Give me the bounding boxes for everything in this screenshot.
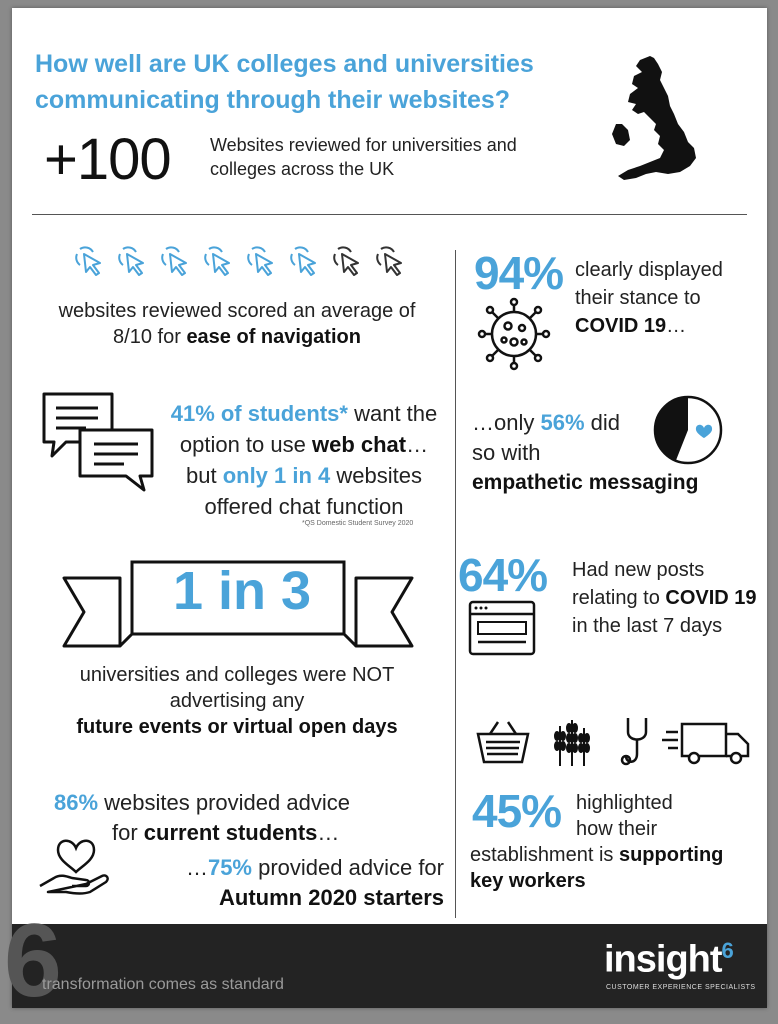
posts-text: Had new posts relating to COVID 19 in the last 7 days <box>572 559 757 637</box>
infographic-page <box>4 8 767 1019</box>
advice-current: 86% websites provided advice for current students… <box>54 790 350 845</box>
hand-heart-icon <box>36 834 116 896</box>
cursor-icon-highlighted <box>74 246 106 278</box>
key-workers-stat: 45% <box>472 785 562 837</box>
cursor-icon-highlighted <box>289 246 321 278</box>
vertical-divider <box>455 250 456 918</box>
webchat-text: 41% of students* want the option to use web chat… but only 1 in 4 websites offered chat function <box>170 401 438 519</box>
empathy-text: …only 56% did so with <box>472 410 621 465</box>
stethoscope-icon <box>622 718 646 764</box>
cursor-icon-highlighted <box>160 246 192 278</box>
virus-icon <box>478 298 550 370</box>
key-workers-icons <box>476 716 752 768</box>
empathy-bold-text: empathetic messaging <box>472 471 699 494</box>
posts-stat: 64% <box>458 549 548 601</box>
browser-window-icon <box>468 600 536 656</box>
uk-map-icon <box>610 54 698 196</box>
footer-tagline: transformation comes as standard <box>42 976 284 993</box>
cursor-icon-highlighted <box>203 246 235 278</box>
cursor-icon <box>375 246 407 278</box>
advice-autumn: …75% provided advice for Autumn 2020 starters <box>185 855 444 910</box>
chat-bubbles-icon <box>40 390 158 494</box>
delivery-van-icon <box>662 724 748 763</box>
key-workers-text-b: establishment is supporting key workers <box>470 844 724 892</box>
websites-count-description: Websites reviewed for universities and colleges across the UK <box>210 135 517 179</box>
covid-stance-stat: 94% <box>474 247 564 299</box>
horizontal-divider <box>32 214 747 215</box>
cursor-icon-highlighted <box>117 246 149 278</box>
key-workers-text-a: highlighted how their <box>576 792 673 840</box>
one-in-three-stat: 1 in 3 <box>172 561 312 621</box>
websites-count: +100 <box>44 127 171 192</box>
navigation-text: websites reviewed scored an average of 8/10 for ease of navigation <box>58 300 416 348</box>
wheat-icon <box>555 720 589 766</box>
survey-footnote: *QS Domestic Student Survey 2020 <box>302 520 414 527</box>
covid-stance-text: clearly displayed their stance to COVID 19… <box>575 259 723 337</box>
logo-subtitle: CUSTOMER EXPERIENCE SPECIALISTS <box>606 984 756 991</box>
cursor-rating <box>74 246 414 286</box>
cursor-icon-highlighted <box>246 246 278 278</box>
insight6-logo: insight$^6$ <box>604 938 733 981</box>
heart-pie-icon <box>652 394 724 466</box>
events-text: universities and colleges were NOT advertising any future events or virtual open days <box>76 664 398 738</box>
shopping-basket-icon <box>478 722 528 762</box>
page-title: How well are UK colleges and universities communicating through their websites? <box>35 50 534 114</box>
cursor-icon <box>332 246 364 278</box>
footer-six-graphic: 6 <box>4 903 62 1019</box>
